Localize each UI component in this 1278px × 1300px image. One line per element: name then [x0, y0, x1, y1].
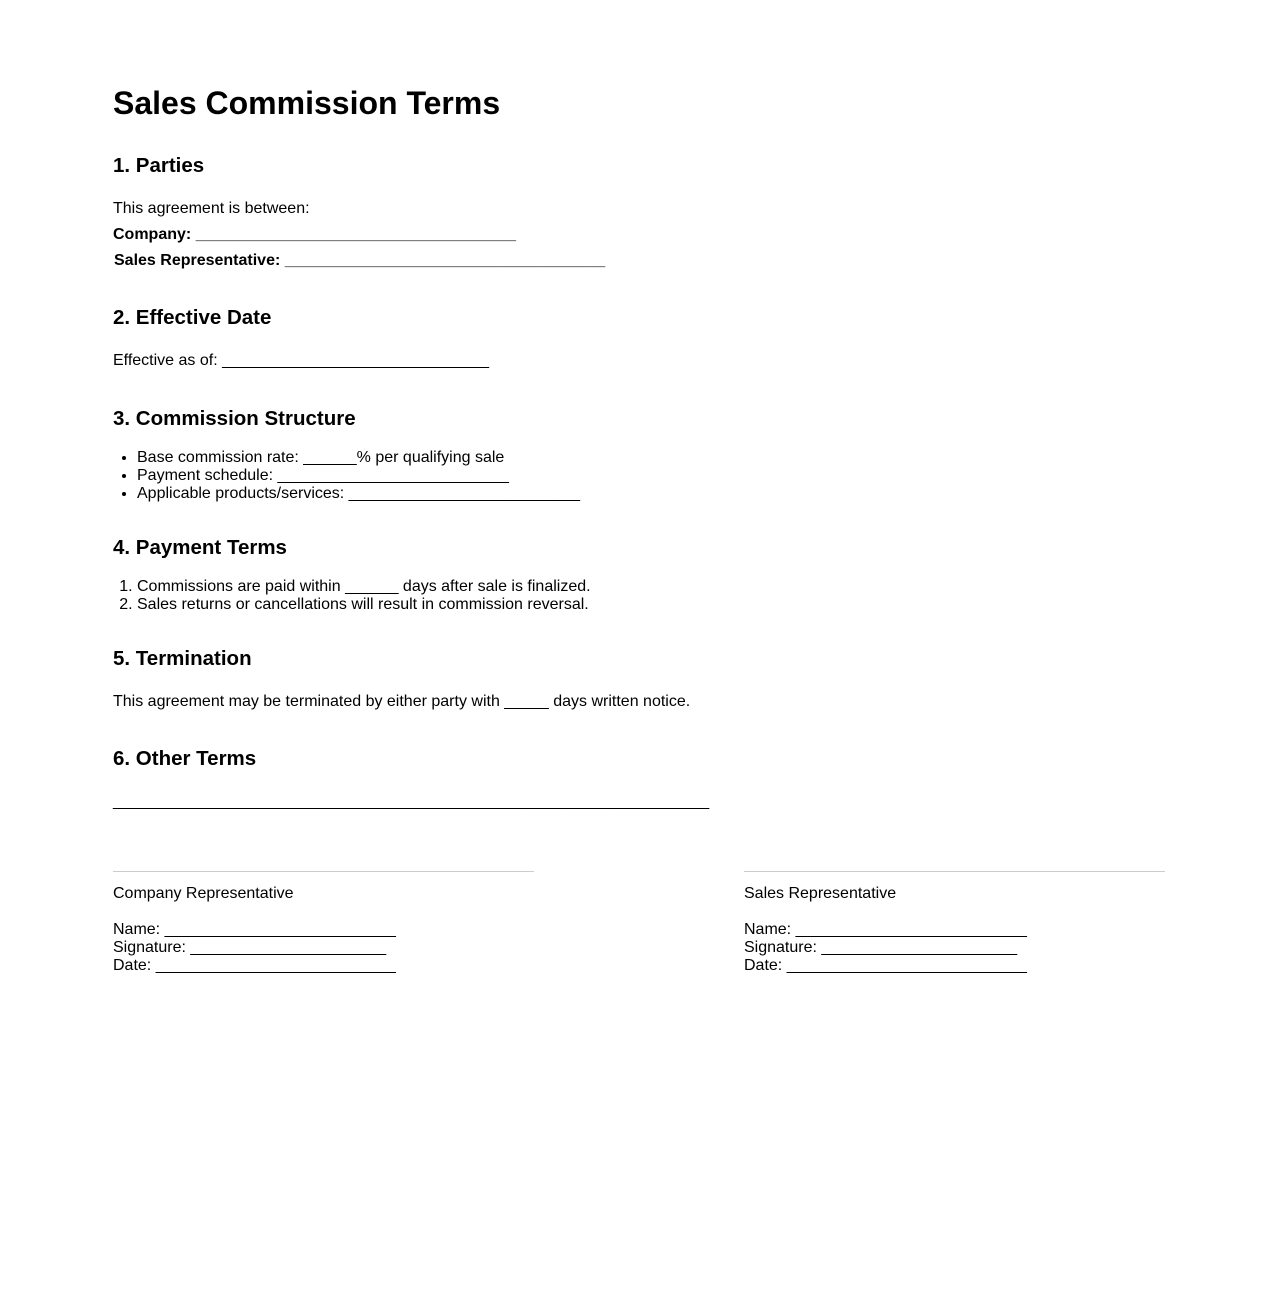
- sales-rep-field[interactable]: [114, 252, 605, 270]
- parties-intro: This agreement is between:: [113, 200, 310, 217]
- payment-terms-list: [113, 578, 591, 614]
- signature-title-company: Company Representative: [113, 885, 294, 902]
- company-name-line[interactable]: Name: __________________________: [113, 921, 396, 938]
- commission-structure-list: [113, 449, 580, 503]
- section-heading-effective-date: 2. Effective Date: [113, 306, 272, 329]
- section-heading-payment-terms: 4. Payment Terms: [113, 536, 287, 559]
- sales-rep-signature-line[interactable]: Signature: ______________________: [744, 939, 1018, 956]
- section-heading-other-terms: 6. Other Terms: [113, 747, 257, 770]
- document-title: Sales Commission Terms: [113, 85, 501, 121]
- list-item-base-rate: • Base commission rate: ______% per qualifying sale: [137, 449, 580, 467]
- company-field[interactable]: [113, 226, 516, 244]
- sales-rep-date-line[interactable]: Date: ___________________________: [744, 957, 1027, 974]
- effective-date-label: Effective as of:: [113, 352, 218, 369]
- sales-rep-label: Sales Representative:: [114, 252, 281, 269]
- company-label: Company:: [113, 226, 192, 243]
- list-item-payment-schedule: • Payment schedule: __________________________: [137, 467, 580, 485]
- signature-divider: [113, 871, 534, 872]
- termination-text: This agreement may be terminated by either party with _____ days written notice.: [113, 693, 691, 710]
- list-item-applicable-products: • Applicable products/services: __________________________: [137, 485, 580, 503]
- signature-fields-company: [113, 921, 534, 975]
- list-item-payment-timing: 1. Commissions are paid within ______ days after sale is finalized.: [137, 578, 591, 596]
- signature-block-company: [113, 871, 534, 975]
- list-item-returns-reversal: 2. Sales returns or cancellations will result in commission reversal.: [137, 596, 591, 614]
- company-date-line[interactable]: Date: ___________________________: [113, 957, 396, 974]
- effective-date-blank[interactable]: ______________________________: [222, 352, 490, 369]
- section-heading-parties: 1. Parties: [113, 154, 205, 177]
- section-heading-termination: 5. Termination: [113, 647, 252, 670]
- section-heading-commission-structure: 3. Commission Structure: [113, 407, 356, 430]
- signature-block-sales-rep: [744, 871, 1165, 975]
- company-signature-line[interactable]: Signature: ______________________: [113, 939, 387, 956]
- signature-fields-sales-rep: [744, 921, 1165, 975]
- other-terms-blank[interactable]: ___________________________________________________________________: [113, 793, 710, 810]
- signature-divider: [744, 871, 1165, 872]
- company-blank[interactable]: ____________________________________: [195, 226, 517, 243]
- signature-title-sales-rep: Sales Representative: [744, 885, 897, 902]
- effective-date-field[interactable]: [113, 352, 489, 370]
- sales-rep-name-line[interactable]: Name: __________________________: [744, 921, 1027, 938]
- sales-rep-blank[interactable]: ____________________________________: [284, 252, 606, 269]
